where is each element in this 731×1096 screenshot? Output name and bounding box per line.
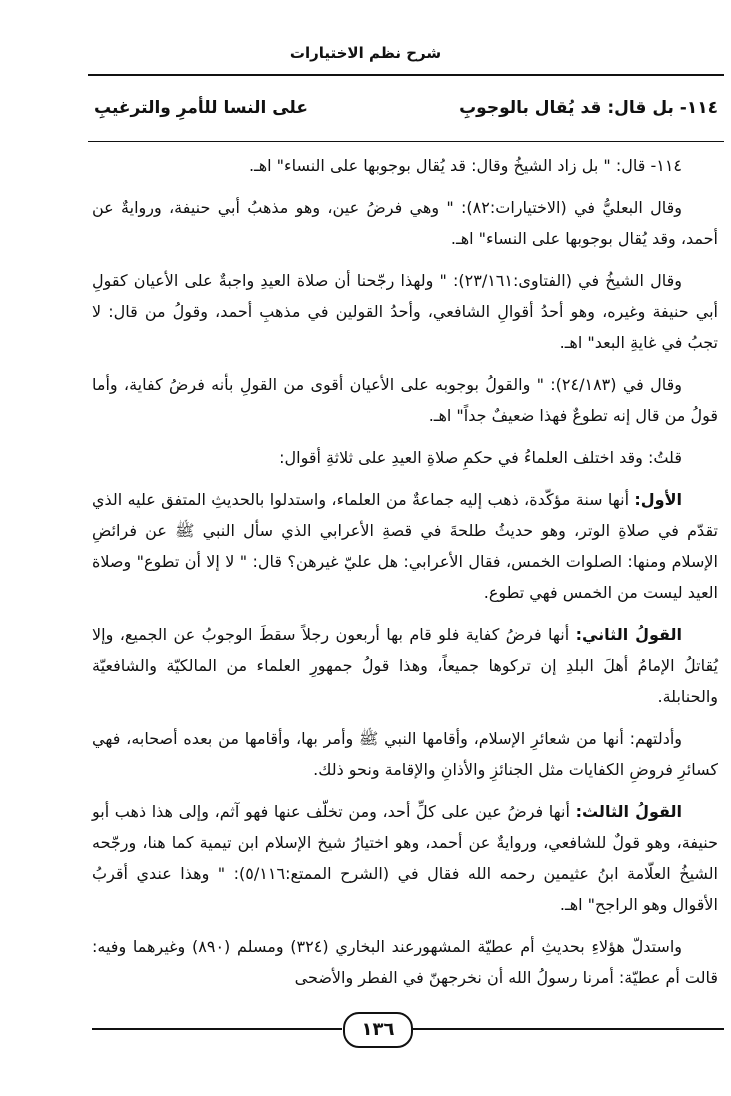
header-rule [88,74,724,76]
paragraph-3 [92,265,718,358]
paragraph-text: ١١٤- قال: " بل زاد الشيخُ وقال: قد يُقال بوجوبها على النساء" اهـ. [248,156,682,175]
paragraph-text: وقال الشيخُ في (الفتاوى:٢٣/١٦١): " ولهذا رجّحنا أن صلاة العيدِ واجبةٌ على الأعيان كقولِ أبي حنيفة وغيره، وهو أحدُ أقوالِ الشافعي، وأحدُ القولين في مذهبِ أحمد، وقولُ من قال: لا تجبُ في غايةِ البعد" اهـ. [92,271,718,352]
commentary-body [92,150,718,1004]
verse-hemistich-second: على النسا للأمرِ والترغيبِ [94,98,308,118]
paragraph-text: واستدلّ هؤلاءِ بحديثِ أم عطيّة المشهورعند البخاري (٣٢٤) ومسلم (٨٩٠) وغيرهما وفيه: قالت أم عطيّة: أمرنا رسولُ الله أن نخرجهنّ في الفطر والأضحى [92,937,718,987]
paragraph-text: أنها فرضُ كفاية فلو قام بها أربعون رجلاً سقطَ الوجوبُ عن الجميع، وإلا يُقاتلُ الإمامُ أهلَ البلدِ إن تركوها جميعاً، وهذا قولُ جمهورِ العلماء من المالكيّة والشافعيّة والحنابلة. [92,625,718,706]
paragraph-text: قلتُ: وقد اختلف العلماءُ في حكمِ صلاةِ العيدِ على ثلاثةِ أقوال: [279,448,682,467]
paragraph-7 [92,619,718,712]
poem-verse [94,92,718,132]
verse-rule [88,141,724,142]
paragraph-text: أنها سنة مؤكّدة، ذهب إليه جماعةٌ من العلماء، واستدلوا بالحديثِ المتفق عليه الذي تقدّم في صلاةِ الوتر، وهو حديثُ طلحةَ في قصةِ الأعرابي الذي سأل النبي ﷺ عن فرائضِ الإسلام ومنها: الصلوات الخمس، فقال الأعرابي: هل عليّ غيرهن؟ قال: " لا إلا أن تطوع" وصلاة العيد ليست من الخمس فهي تطوع. [92,490,718,602]
paragraph-10 [92,931,718,993]
paragraph-1 [92,150,718,181]
paragraph-lead: القولُ الثاني: [575,625,682,644]
running-header: شرح نظم الاختيارات [289,44,442,62]
paragraph-text: وأدلتهم: أنها من شعائرِ الإسلام، وأقامها النبي ﷺ وأمر بها، وأقامها من بعده أصحابه، فهي كسائرِ فروضِ الكفايات مثل الجنائزِ والأذانِ والإقامة ونحو ذلك. [92,729,718,779]
footer-rule-left [92,1028,342,1030]
paragraph-lead: القولُ الثالث: [575,802,683,821]
paragraph-text: وقال البعليُّ في (الاختيارات:٨٢): " وهي فرضُ عين، وهو مذهبُ أبي حنيفة، وروايةٌ عن أحمد، وقد يُقال بوجوبها على النساء" اهـ. [92,198,718,248]
footer-rule-right [410,1028,724,1030]
paragraph-6 [92,484,718,608]
paragraph-text: أنها فرضُ عين على كلِّ أحد، ومن تخلّف عنها فهو آثم، وإلى هذا ذهب أبو حنيفة، وهو قولٌ للشافعي، وروايةٌ عن أحمد، وهو اختيارُ شيخ الإسلام ابن تيمية كما هنا، ورجّحه الشيخُ العلّامة ابنُ عثيمين رحمه الله فقال في (الشرح الممتع:٥/١١٦): " وهذا عندي أقربُ الأقوال وهو الراجح" اهـ. [92,802,719,914]
paragraph-text: وقال في (٢٤/١٨٣): " والقولُ بوجوبه على الأعيان أقوى من القولِ بأنه فرضُ كفاية، وأما قولُ من قال إنه تطوعٌ فهذا ضعيفٌ جداً" اهـ. [92,375,718,425]
paragraph-2 [92,192,718,254]
paragraph-lead: الأول: [634,490,682,509]
paragraph-4 [92,369,718,431]
paragraph-5 [92,442,718,473]
page-number: ١٣٦ [343,1012,413,1048]
verse-hemistich-first: ١١٤- بل قال: قد يُقال بالوجوبِ [459,98,718,118]
paragraph-8 [92,723,718,785]
paragraph-9 [92,796,718,920]
